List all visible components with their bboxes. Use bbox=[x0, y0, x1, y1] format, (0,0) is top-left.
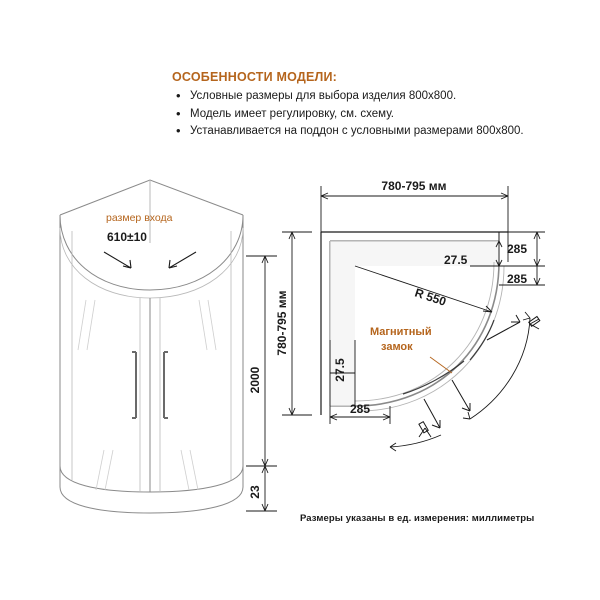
entrance-value: 610±10 bbox=[107, 230, 147, 244]
plan-left-dimension-label: 780-795 мм bbox=[275, 290, 289, 356]
features-title: ОСОБЕННОСТИ МОДЕЛИ: bbox=[172, 70, 337, 84]
offset-left-label: 27.5 bbox=[333, 358, 347, 382]
feature-item: • Условные размеры для выбора изделия 800х800. bbox=[172, 88, 532, 106]
height-total-label: 2000 bbox=[248, 366, 262, 394]
left-3d-view bbox=[60, 180, 243, 513]
offset-bottom-label: 285 bbox=[349, 402, 371, 416]
magnetic-lock-label-line2: замок bbox=[381, 341, 413, 353]
feature-item: • Модель имеет регулировку, см. схему. bbox=[172, 106, 532, 124]
height-tray-label: 23 bbox=[248, 485, 262, 499]
magnetic-lock-label-line1: Магнитный bbox=[370, 326, 432, 338]
plan-door-arrows bbox=[424, 315, 520, 428]
plan-top-dimension-label: 780-795 мм bbox=[381, 179, 447, 193]
offset-right-bottom-label: 285 bbox=[507, 272, 528, 286]
offset-top-label: 27.5 bbox=[444, 253, 468, 267]
footnote: Размеры указаны в ед. измерения: миллиметры bbox=[300, 513, 535, 524]
offset-right-top-label: 285 bbox=[507, 242, 528, 256]
entrance-caption: размер входа bbox=[106, 212, 173, 224]
entrance-dimension bbox=[104, 252, 196, 268]
plan-profile-ticks bbox=[419, 316, 540, 437]
plan-radius-label: R 550 bbox=[413, 285, 448, 309]
magnetic-lock-leader bbox=[430, 357, 452, 373]
feature-item: • Устанавливается на поддон с условными размерами 800х800. bbox=[172, 123, 532, 141]
